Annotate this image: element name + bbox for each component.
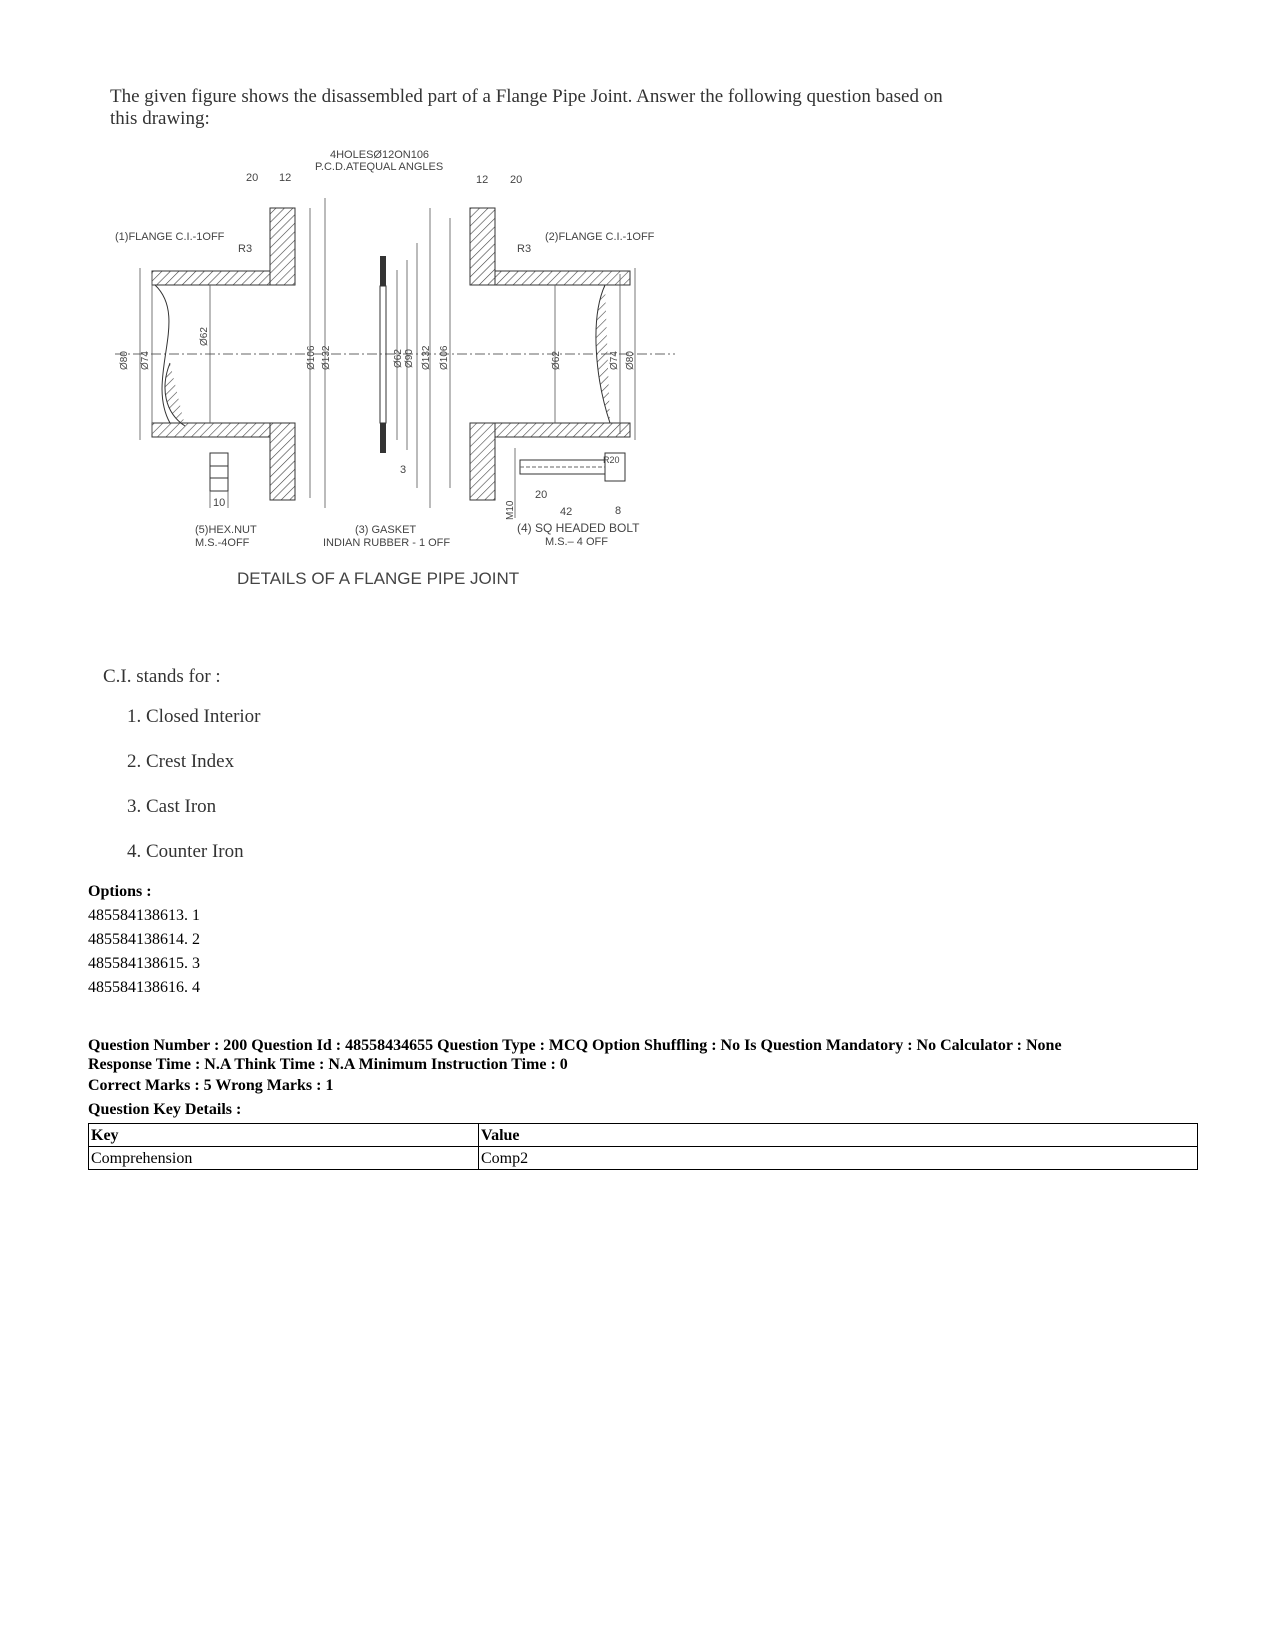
dia-62-right: Ø62 xyxy=(551,351,562,370)
intro-line-2: this drawing: xyxy=(110,108,210,129)
gasket-label-2: INDIAN RUBBER - 1 OFF xyxy=(323,537,451,549)
option-item-1: 485584138613. 1 xyxy=(88,907,200,924)
flange-2-label: (2)FLANGE C.I.-1OFF xyxy=(545,231,655,243)
dia-62-gasket: Ø62 xyxy=(393,349,404,368)
choice-item-3: 3. Cast Iron xyxy=(127,796,217,817)
question-info-line-2: Response Time : N.A Think Time : N.A Minimum Instruction Time : 0 xyxy=(88,1056,568,1073)
question-info-line-1: Question Number : 200 Question Id : 48558434655 Question Type : MCQ Option Shuffling : No Is Question Mandatory : No Calculator : None xyxy=(88,1037,1062,1054)
question-text: C.I. stands for : xyxy=(103,666,221,687)
dia-80-right: Ø80 xyxy=(625,351,636,370)
dia-62-left: Ø62 xyxy=(199,327,210,346)
dia-90-gasket: Ø90 xyxy=(404,349,415,368)
table-cell-value: Comp2 xyxy=(479,1147,1198,1170)
r3-right: R3 xyxy=(517,243,532,255)
choice-item-1: 1. Closed Interior xyxy=(127,706,261,727)
bolt-label-2: M.S.– 4 OFF xyxy=(545,536,608,548)
table-header-key: Key xyxy=(89,1124,479,1147)
dia-132-left: Ø132 xyxy=(321,345,332,370)
dim-20-bolt: 20 xyxy=(535,489,548,501)
option-item-3: 485584138615. 3 xyxy=(88,955,200,972)
option-item-4: 485584138616. 4 xyxy=(88,979,200,996)
gasket-label-1: (3) GASKET xyxy=(355,524,417,536)
key-details-title: Question Key Details : xyxy=(88,1101,242,1118)
r3-left: R3 xyxy=(238,243,253,255)
dia-132-right: Ø132 xyxy=(421,345,432,370)
dim-20-left: 20 xyxy=(246,172,259,184)
options-title: Options : xyxy=(88,883,152,900)
table-cell-key: Comprehension xyxy=(89,1147,479,1170)
top-note-2: P.C.D.ATEQUAL ANGLES xyxy=(315,161,444,173)
dia-106-right: Ø106 xyxy=(439,345,450,370)
top-note-1: 4HOLESØ12ON106 xyxy=(330,149,430,161)
dia-80-left: Ø80 xyxy=(119,351,130,370)
flange-joint-drawing xyxy=(115,148,700,618)
table-header-row xyxy=(89,1124,1198,1147)
dim-r20: R20 xyxy=(603,455,620,465)
option-item-2: 485584138614. 2 xyxy=(88,931,200,948)
dim-10: 10 xyxy=(213,497,226,509)
marks-line: Correct Marks : 5 Wrong Marks : 1 xyxy=(88,1077,334,1094)
dim-12-right: 12 xyxy=(476,174,489,186)
options-list xyxy=(88,904,200,1000)
dim-12-left: 12 xyxy=(279,172,292,184)
question-info xyxy=(88,1036,1198,1074)
dim-42: 42 xyxy=(560,506,573,518)
bolt-label-1: (4) SQ HEADED BOLT xyxy=(517,521,640,535)
dim-8: 8 xyxy=(615,505,622,517)
flange-1-shape xyxy=(140,198,325,508)
choice-list xyxy=(127,706,261,886)
nut-label-1: (5)HEX.NUT xyxy=(195,524,257,536)
dim-3: 3 xyxy=(400,464,407,476)
dia-74-left: Ø74 xyxy=(140,351,151,370)
flange-1-label: (1)FLANGE C.I.-1OFF xyxy=(115,231,225,243)
intro-line-1: The given figure shows the disassembled part of a Flange Pipe Joint. Answer the following question based on xyxy=(110,86,943,107)
choice-item-4: 4. Counter Iron xyxy=(127,841,244,862)
dia-74-right: Ø74 xyxy=(609,351,620,370)
key-details-table xyxy=(88,1123,1198,1170)
dia-106-left: Ø106 xyxy=(306,345,317,370)
figure-caption: DETAILS OF A FLANGE PIPE JOINT xyxy=(237,569,520,588)
choice-item-2: 2. Crest Index xyxy=(127,751,235,772)
table-header-value: Value xyxy=(479,1124,1198,1147)
nut-label-2: M.S.-4OFF xyxy=(195,537,250,549)
dim-m10: M10 xyxy=(505,500,516,520)
dim-20-right: 20 xyxy=(510,174,523,186)
table-row xyxy=(89,1147,1198,1170)
intro-text xyxy=(110,86,1010,130)
